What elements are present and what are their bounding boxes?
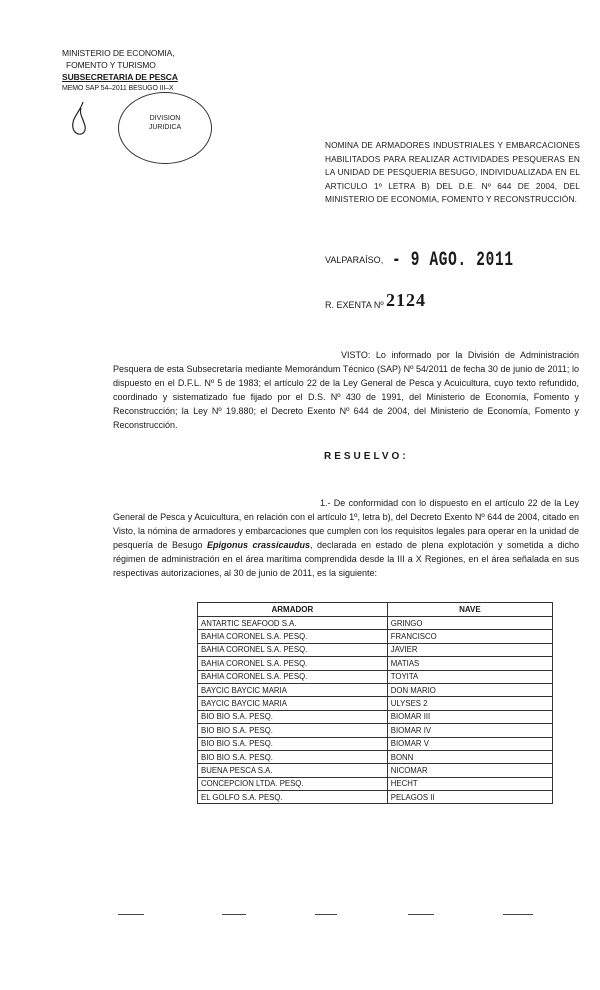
table-row bbox=[198, 683, 553, 696]
table-row bbox=[198, 750, 553, 763]
table-row bbox=[198, 791, 553, 804]
table-row bbox=[198, 630, 553, 643]
species-name: Epigonus crassicaudus bbox=[207, 540, 311, 550]
cell-nave: JAVIER bbox=[387, 643, 552, 656]
cell-armador: BIO BIO S.A. PESQ. bbox=[198, 750, 388, 763]
initials-line bbox=[118, 914, 144, 915]
header-nave: NAVE bbox=[387, 603, 552, 617]
cell-armador: CONCEPCION LTDA. PESQ. bbox=[198, 777, 388, 790]
initials-line bbox=[503, 914, 533, 915]
table-row bbox=[198, 670, 553, 683]
cell-armador: BAHIA CORONEL S.A. PESQ. bbox=[198, 643, 388, 656]
cell-armador: BIO BIO S.A. PESQ. bbox=[198, 724, 388, 737]
cell-armador: BAYCIC BAYCIC MARIA bbox=[198, 697, 388, 710]
cell-nave: DON MARIO bbox=[387, 683, 552, 696]
armadores-table bbox=[197, 602, 553, 804]
resolution-paragraph-1 bbox=[113, 496, 579, 580]
cell-nave: FRANCISCO bbox=[387, 630, 552, 643]
header-armador: ARMADOR bbox=[198, 603, 388, 617]
cell-nave: PELAGOS II bbox=[387, 791, 552, 804]
handwritten-loop-icon bbox=[63, 100, 113, 140]
cell-nave: TOYITA bbox=[387, 670, 552, 683]
cell-armador: BAHIA CORONEL S.A. PESQ. bbox=[198, 630, 388, 643]
seal-line-1: DIVISION bbox=[149, 115, 181, 122]
visto-paragraph: VISTO: Lo informado por la División de Administración Pesquera de esta Subsecretaría mediante Memorándum Técnico (SAP) Nº 54/2011 de fecha 30 de junio de 2011; lo dispuesto en el D.F.L. Nº 5 de 1983; el artículo 22 de la Ley General de Pesca y Acuicultura, cuyo texto refundido, coordinado y sistematizado fue fijado por el D.S. Nº 430 de 1991, del Ministerio de Economía, Fomento y Reconstrucción; la Ley Nº 19.880; el Decreto Exento Nº 644 de 2004, del Ministerio de Economía, Fomento y Reconstrucción. bbox=[113, 350, 579, 430]
cell-nave: HECHT bbox=[387, 777, 552, 790]
cell-nave: BIOMAR III bbox=[387, 710, 552, 723]
initials-line bbox=[315, 914, 337, 915]
document-title: NOMINA DE ARMADORES INDUSTRIALES Y EMBARCACIONES HABILITADOS PARA REALIZAR ACTIVIDADES PESQUERAS EN LA UNIDAD DE PESQUERIA BESUGO, INDIVIDUALIZADA EN EL ARTICULO 1º LETRA B) DEL D.E. Nº 644 DE 2004, DEL MINISTERIO DE ECONOMIA, FOMENTO Y RECONSTRUCCIÓN. bbox=[325, 140, 580, 205]
cell-armador: BIO BIO S.A. PESQ. bbox=[198, 737, 388, 750]
table-row bbox=[198, 764, 553, 777]
table-row bbox=[198, 724, 553, 737]
table-row bbox=[198, 737, 553, 750]
cell-armador: BAYCIC BAYCIC MARIA bbox=[198, 683, 388, 696]
cell-nave: ULYSES 2 bbox=[387, 697, 552, 710]
cell-armador: ANTARTIC SEAFOOD S.A. bbox=[198, 617, 388, 630]
initials-line bbox=[408, 914, 434, 915]
exenta-label: R. EXENTA Nº bbox=[325, 300, 384, 310]
cell-nave: BIOMAR IV bbox=[387, 724, 552, 737]
cell-armador: EL GOLFO S.A. PESQ. bbox=[198, 791, 388, 804]
seal-line-2: JURIDICA bbox=[148, 124, 182, 131]
table-row bbox=[198, 657, 553, 670]
cell-nave: NICOMAR bbox=[387, 764, 552, 777]
date-stamp: - 9 AGO. 2011 bbox=[392, 249, 514, 272]
cell-armador: BIO BIO S.A. PESQ. bbox=[198, 710, 388, 723]
para1-text-after: , declarada en estado de plena explotación y sometida a dicho régimen de administración en el área marítima comprendida desde la III a X Regiones, en el área señalada en sus respectivas autorizaciones, al 30 de junio de 2011, es la siguiente: bbox=[113, 540, 580, 578]
cell-nave: GRINGO bbox=[387, 617, 552, 630]
table-row bbox=[198, 710, 553, 723]
table-header-row bbox=[198, 603, 553, 617]
place-label: VALPARAÍSO, bbox=[325, 255, 384, 265]
table-row bbox=[198, 697, 553, 710]
ministry-line-2: FOMENTO Y TURISMO bbox=[66, 60, 156, 70]
ministry-line-1: MINISTERIO DE ECONOMIA, bbox=[62, 48, 175, 58]
exenta-number: 2124 bbox=[386, 290, 426, 310]
cell-nave: MATIAS bbox=[387, 657, 552, 670]
table-row bbox=[198, 777, 553, 790]
subsecretaria-line: SUBSECRETARIA DE PESCA bbox=[62, 72, 178, 82]
para1-text-before: 1.- De conformidad con lo dispuesto en el artículo 22 de la Ley General de Pesca y Acuicultura, en relación con el artículo 1º, letra b), del Decreto Exento Nº 644 de 2004, citado en Visto, la nómina de armadores y embarcaciones que cumplen con los requisitos legales para operar en la unidad de pesquería de Besugo bbox=[113, 498, 579, 550]
ministry-header bbox=[62, 47, 192, 95]
table-row bbox=[198, 617, 553, 630]
cell-nave: BIOMAR V bbox=[387, 737, 552, 750]
cell-nave: BONN bbox=[387, 750, 552, 763]
table-row bbox=[198, 643, 553, 656]
initials-line bbox=[222, 914, 246, 915]
resuelvo-heading: RESUELVO: bbox=[324, 451, 409, 462]
seal-text bbox=[140, 114, 190, 132]
cell-armador: BAHIA CORONEL S.A. PESQ. bbox=[198, 670, 388, 683]
cell-armador: BUENA PESCA S.A. bbox=[198, 764, 388, 777]
memo-reference: MEMO SAP 54–2011 BESUGO III–X bbox=[62, 85, 174, 92]
cell-armador: BAHIA CORONEL S.A. PESQ. bbox=[198, 657, 388, 670]
